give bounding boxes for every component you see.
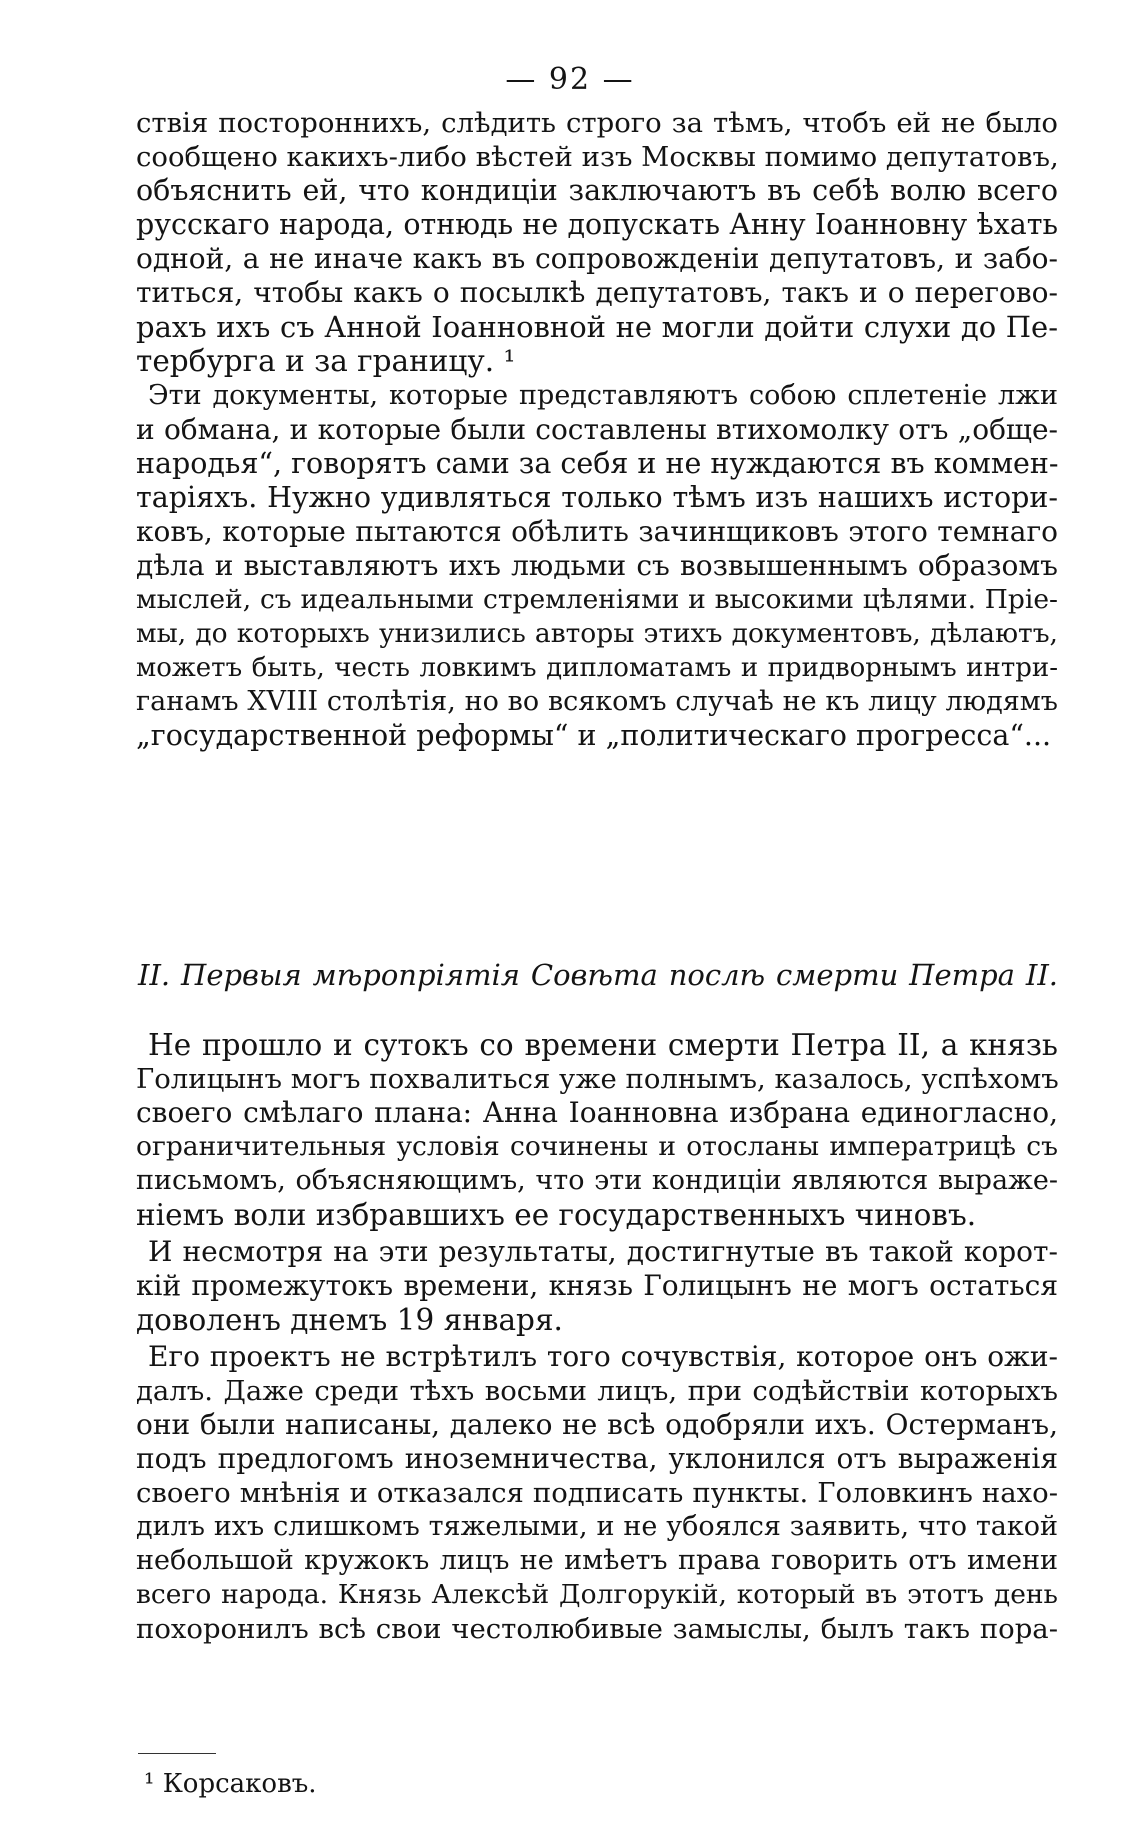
text-line: рахъ ихъ съ Анной Іоанновной не могли дойти слухи до Пе-: [136, 310, 1058, 344]
text-line: своего мнѣнія и отказался подписать пункты. Головкинъ нахо-: [136, 1477, 1058, 1509]
text-line: дилъ ихъ слишкомъ тяжелыми, и не убоялся заявить, что такой: [136, 1511, 1058, 1542]
text-line: доволенъ днемъ 19 января.: [136, 1303, 563, 1337]
text-line: небольшой кружокъ лицъ не имѣетъ права говорить отъ имени: [136, 1545, 1058, 1576]
text-line: Эти документы, которые представляютъ собою сплетеніе лжи: [148, 380, 1058, 411]
text-line: мыслей, съ идеальными стремленіями и высокими цѣлями. Пріе-: [136, 584, 1058, 615]
section-heading: II. Первыя мѣропріятія Совѣта послѣ смерти Петра II.: [138, 958, 1058, 992]
text-line: далъ. Даже среди тѣхъ восьми лицъ, при содѣйствіи которыхъ: [136, 1375, 1058, 1407]
text-line: можетъ быть, честь ловкимъ дипломатамъ и придворнымъ интри-: [136, 653, 1058, 683]
text-line: Не прошло и сутокъ со времени смерти Петра II, а князь: [148, 1028, 1058, 1062]
text-line: ковъ, которые пытаются обѣлить зачинщиковъ этого темнаго: [136, 515, 1058, 548]
text-line: ганамъ XVIII столѣтія, но во всякомъ случаѣ не къ лицу людямъ: [136, 686, 1058, 717]
text-line: Его проектъ не встрѣтилъ того сочувствія, которое онъ ожи-: [148, 1340, 1058, 1373]
text-line: они были написаны, далеко не всѣ одобряли ихъ. Остерманъ,: [136, 1408, 1058, 1441]
text-line: народья“, говорятъ сами за себя и не нуждаются въ коммен-: [136, 447, 1059, 480]
text-line: ограничительныя условія сочинены и отосланы императрицѣ съ: [136, 1131, 1058, 1162]
text-line: русскаго народа, отнюдь не допускать Анну Іоанновну ѣхать: [136, 208, 1058, 241]
text-line: „государственной реформы“ и „политическаго прогресса“...: [136, 719, 1052, 752]
text-line: тербурга и за границу. ¹: [136, 344, 516, 378]
text-line: ніемъ воли избравшихъ ее государственныхъ чиновъ.: [136, 1198, 977, 1232]
text-line: таріяхъ. Нужно удивляться только тѣмъ изъ нашихъ истори-: [136, 481, 1058, 514]
text-line: всего народа. Князь Алексѣй Долгорукій, который въ этотъ день: [136, 1579, 1058, 1610]
text-line: похоронилъ всѣ свои честолюбивые замыслы, былъ такъ пора-: [136, 1613, 1058, 1645]
text-line: одной, а не иначе какъ въ сопровожденіи депутатовъ, и забо-: [136, 242, 1058, 275]
text-line: И несмотря на эти результаты, достигнутые въ такой корот-: [148, 1235, 1058, 1268]
text-line: кій промежутокъ времени, князь Голицынъ не могъ остаться: [136, 1269, 1058, 1302]
text-line: мы, до которыхъ унизились авторы этихъ документовъ, дѣлаютъ,: [136, 618, 1058, 649]
text-line: сообщено какихъ-либо вѣстей изъ Москвы помимо депутатовъ,: [136, 141, 1059, 173]
footnote-rule: [138, 1753, 216, 1754]
footnote: ¹ Корсаковъ.: [144, 1769, 317, 1799]
text-line: своего смѣлаго плана: Анна Іоанновна избрана единогласно,: [136, 1096, 1058, 1129]
text-line: дѣла и выставляютъ ихъ людьми съ возвышеннымъ образомъ: [136, 549, 1058, 582]
text-line: объяснить ей, что кондиціи заключаютъ въ себѣ волю всего: [136, 174, 1058, 207]
text-line: Голицынъ могъ похвалиться уже полнымъ, казалось, успѣхомъ: [136, 1063, 1059, 1095]
page-number: — 92 —: [505, 62, 635, 97]
text-line: подъ предлогомъ иноземничества, уклонился отъ выраженія: [136, 1442, 1058, 1475]
text-line: письмомъ, объясняющимъ, что эти кондиціи являются выраже-: [136, 1165, 1058, 1196]
text-line: титься, чтобы какъ о посылкѣ депутатовъ, такъ и о перегово-: [136, 276, 1058, 309]
text-line: и обмана, и которые были составлены втихомолку отъ „обще-: [136, 413, 1058, 446]
text-line: ствія постороннихъ, слѣдить строго за тѣмъ, чтобъ ей не было: [136, 107, 1058, 139]
